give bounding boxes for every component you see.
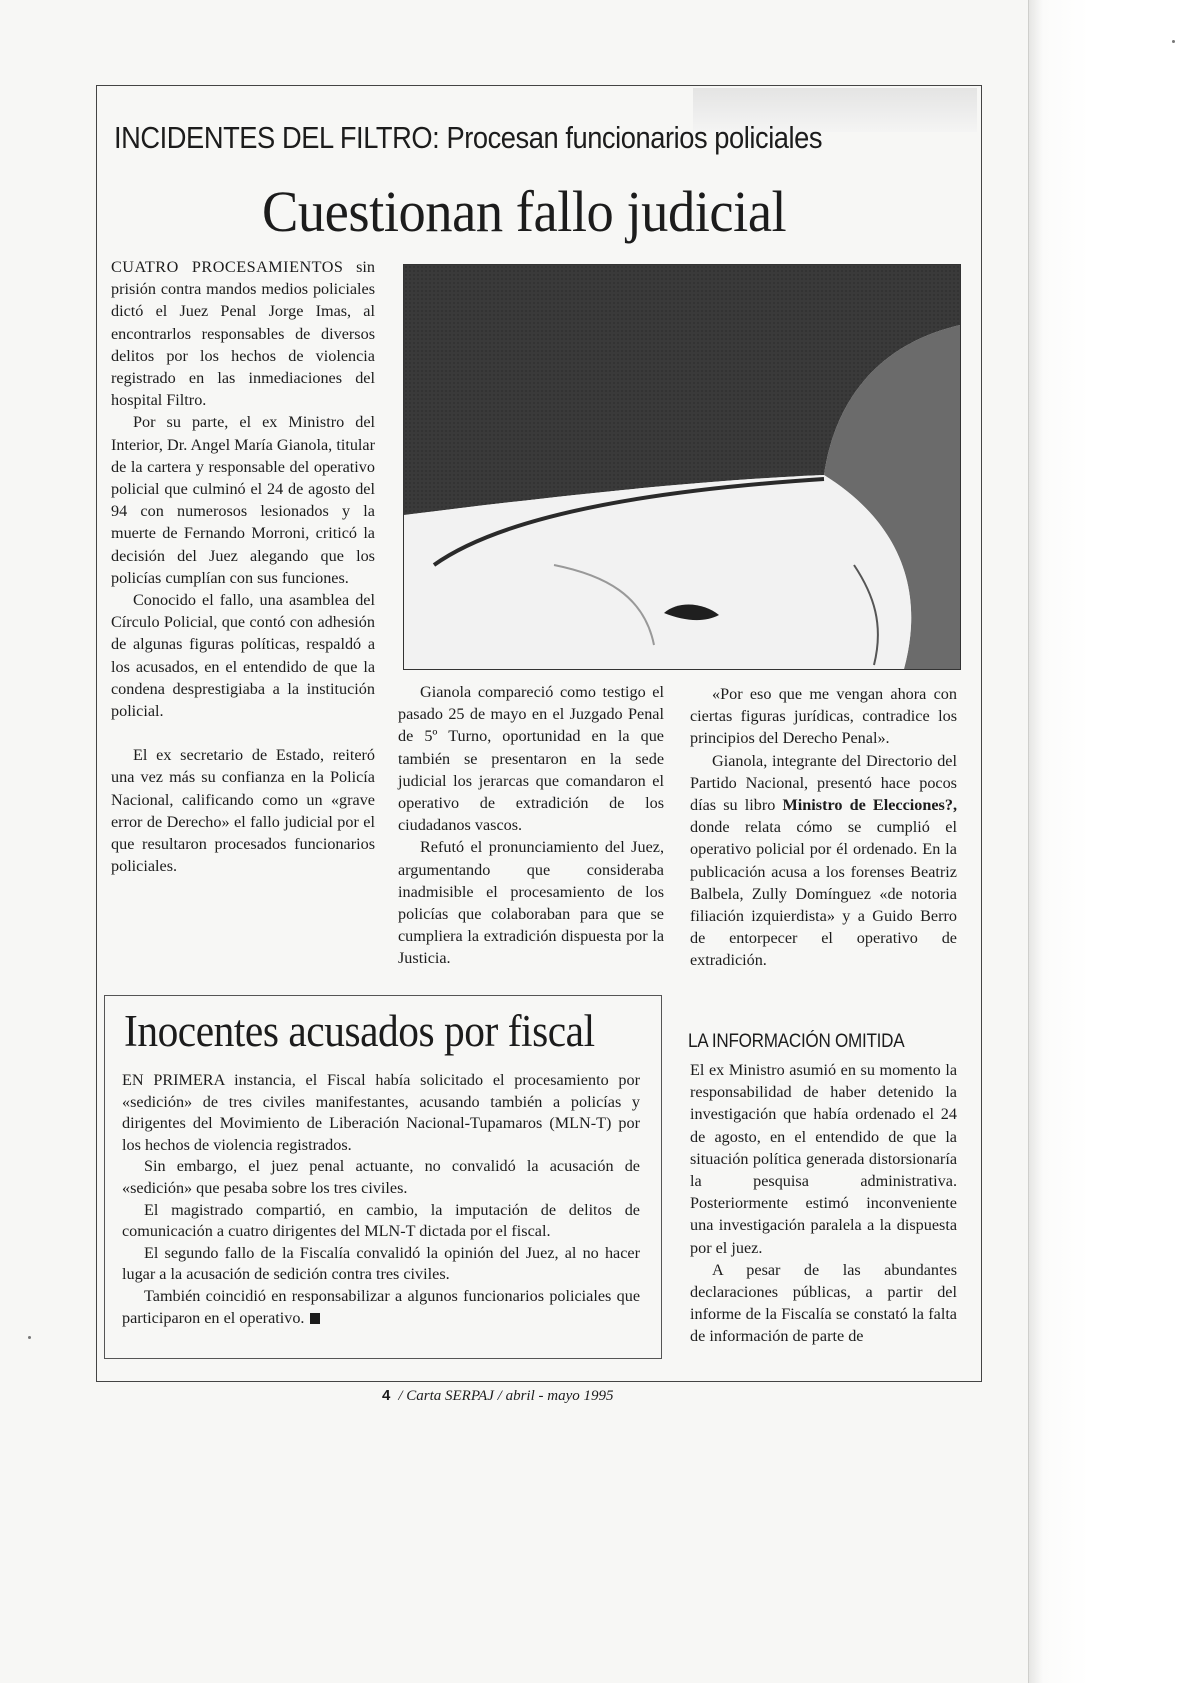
headline: Cuestionan fallo judicial [262, 179, 787, 244]
boxed-paragraph-5 [122, 1286, 640, 1329]
paragraph-1-text: sin prisión contra mandos medios policiales dictó el Juez Penal Jorge Imas, al encontrarlos responsables de diversos delitos por los hechos de violencia registrado en las inmediaciones del hospital Filtro. [111, 258, 375, 410]
photo-portrait [403, 264, 961, 670]
sidebar-title: LA INFORMACIÓN OMITIDA [688, 1031, 905, 1052]
paragraph-2 [690, 750, 957, 972]
kicker [114, 120, 862, 156]
lead-in: CUATRO PROCESAMIENTOS [111, 258, 344, 276]
paragraph-2: Refutó el pronunciamiento del Juez, argumentando que consideraba inadmisible el procesamiento de los policías que colaboraban para que se cumpliera la extradición dispuesta por la Justicia. [398, 838, 664, 968]
boxed-paragraph-3: El magistrado compartió, en cambio, la imputación de delitos de comunicación a cuatro dirigentes del MLN-T dictada por el fiscal. [122, 1200, 640, 1241]
column-1 [111, 256, 375, 877]
column-3 [690, 683, 957, 972]
publication-line: / Carta SERPAJ / abril - mayo 1995 [398, 1388, 614, 1404]
paragraph-3: Conocido el fallo, una asamblea del Círculo Policial, que contó con adhesión de algunas figuras políticas, respaldó a los acusados, en el entendido de que la condena desprestigiaba a la institución policial. [111, 591, 375, 721]
sidebar-body [690, 1059, 957, 1348]
boxed-story-title: Inocentes acusados por fiscal [124, 1006, 595, 1056]
paragraph-2-text-a: Gianola, integrante del Directorio del Partido Nacional, presentó hace pocos días su libro [690, 751, 957, 815]
margin-speck [28, 1336, 31, 1339]
paragraph-2: Por su parte, el ex Ministro del Interior, Dr. Angel María Gianola, titular de la cartera y responsable del operativo policial que culminó el 24 de agosto del 94 con numerosos lesionados y la muerte de Fernando Morroni, criticó la decisión del Juez alegando que los policías cumplían con sus funciones. [111, 413, 375, 587]
sidebar-paragraph-1: El ex Ministro asumió en su momento la responsabilidad de haber detenido la investigación que había ordenado el 24 de agosto, en el entendido de que la situación política generada distorsionaría la pesquisa administrativa. Posteriormente estimó inconveniente una investigación paralela a la dispuesta por el juez. [690, 1061, 957, 1257]
margin-speck [1172, 40, 1175, 43]
column-2 [398, 681, 664, 970]
portrait-image [404, 265, 960, 669]
boxed-story-body [122, 1070, 640, 1329]
paragraph-1: Gianola compareció como testigo el pasado 25 de mayo en el Juzgado Penal de 5º Turno, oportunidad en la que también se presentaron en la sede judicial los jerarcas que comandaron el operativo de extradición de los ciudadanos vascos. [398, 683, 664, 835]
kicker-section: INCIDENTES DEL FILTRO: [114, 120, 440, 155]
paragraph-2-text-b: donde relata cómo se cumplió el operativo policial por él ordenado. En la publicación acusa a los forenses Beatriz Balbela, Zully Domínguez «de notoria filiación izquierdista» y a Guido Berro de entorpecer el operativo de extradición. [690, 818, 957, 970]
paragraph-1 [111, 256, 375, 411]
boxed-paragraph-2: Sin embargo, el juez penal actuante, no convalidó la acusación de «sedición» que pesaba sobre los tres civiles. [122, 1157, 640, 1197]
boxed-paragraph-4: El segundo fallo de la Fiscalía convalidó la opinión del Juez, al no hacer lugar a la acusación de sedición contra tres civiles. [122, 1243, 640, 1284]
boxed-paragraph-5-text: También coincidió en responsabilizar a algunos funcionarios policiales que participaron en el operativo. [122, 1286, 640, 1327]
sidebar-paragraph-2: A pesar de las abundantes declaraciones públicas, a partir del informe de la Fiscalía se constató la falta de información de parte de [690, 1260, 957, 1346]
boxed-paragraph-1 [122, 1070, 640, 1156]
kicker-text: Procesan funcionarios policiales [446, 120, 823, 155]
book-title: Ministro de Elecciones?, [782, 796, 958, 815]
boxed-paragraph-1-text: instancia, el Fiscal había solicitado el procesamiento por «sedición» de tres civiles manifestantes, acusando también a policías y dirigentes del Movimiento de Liberación Nacional-Tupamaros (MLN-T) por los hechos de violencia registrados. [122, 1071, 641, 1154]
boxed-lead-in: EN PRIMERA [122, 1071, 225, 1089]
page-edge-shadow [1028, 0, 1190, 1683]
end-mark-icon [310, 1313, 320, 1324]
page-footer [382, 1387, 613, 1405]
paragraph-1: «Por eso que me vengan ahora con ciertas figuras jurídicas, contradice los principios del Derecho Penal». [690, 685, 957, 748]
paragraph-4: El ex secretario de Estado, reiteró una vez más su confianza en la Policía Nacional, calificando como un «grave error de Derecho» el fallo judicial por el que resultaron procesados funcionarios policiales. [111, 746, 375, 876]
page-number: 4 [382, 1387, 391, 1404]
